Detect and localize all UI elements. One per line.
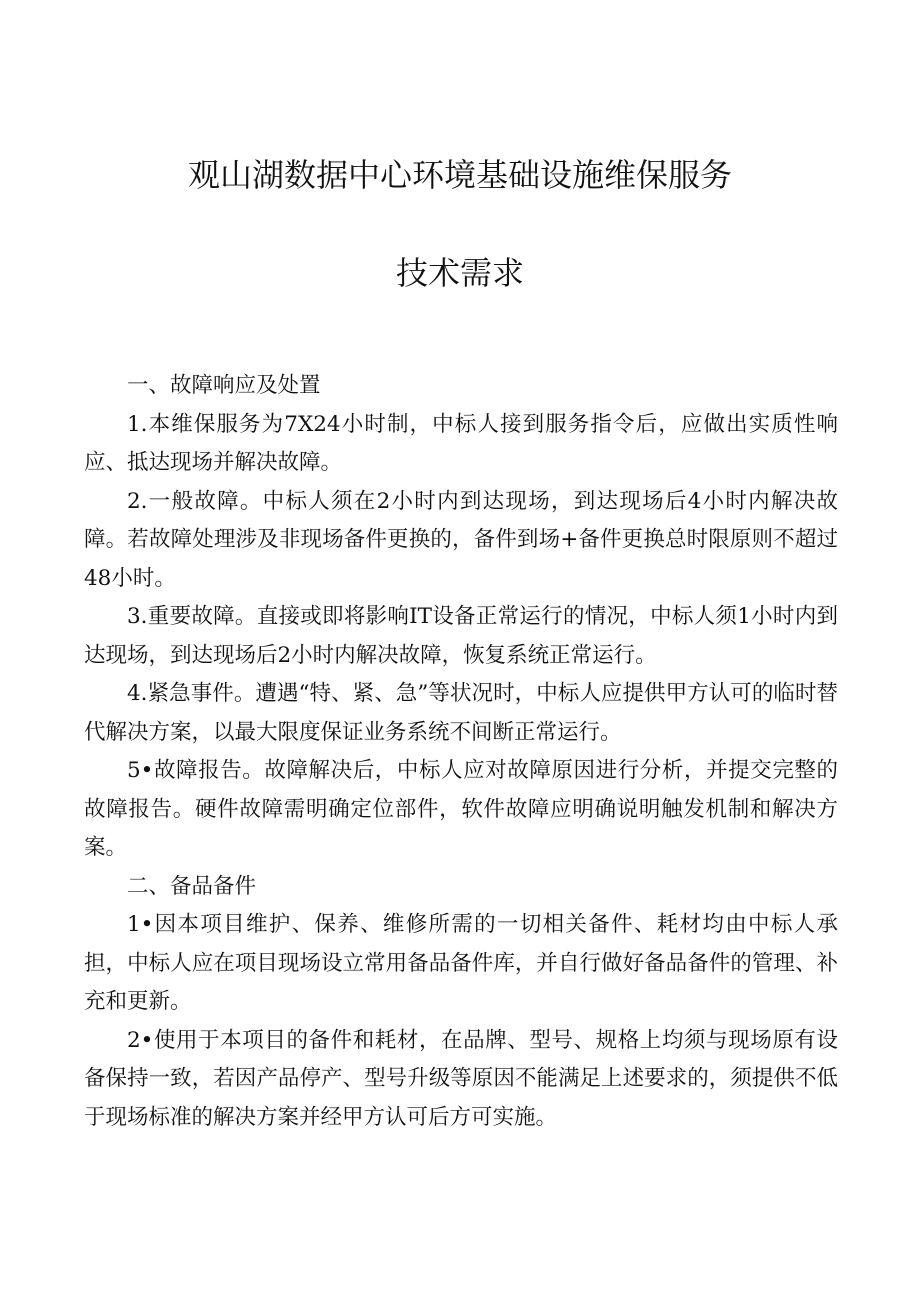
section-heading-fault-response: 一、故障响应及处置 bbox=[127, 373, 321, 398]
section-heading-spare-parts: 二、备品备件 bbox=[127, 873, 257, 899]
paragraph: 4.紧急事件。遭遇“特、紧、急”等状况时，中标人应提供甲方认可的临时替代解决方案，以最大限度保证业务系统不间断正常运行。 bbox=[84, 681, 838, 745]
paragraph: 1•因本项目维护、保养、维修所需的一切相关备件、耗材均由中标人承担，中标人应在项目现场设立常用备品备件库，并自行做好备品备件的管理、补充和更新。 bbox=[84, 912, 838, 1014]
paragraph: 5•故障报告。故障解决后，中标人应对故障原因进行分析，并提交完整的故障报告。硬件故障需明确定位部件，软件故障应明确说明触发机制和解决方案。 bbox=[84, 758, 838, 860]
paragraph: 3.重要故障。直接或即将影响IT设备正常运行的情况，中标人须1小时内到达现场，到达现场后2小时内解决故障，恢复系统正常运行。 bbox=[84, 604, 838, 668]
document-title: 观山湖数据中心环境基础设施维保服务 bbox=[187, 156, 732, 194]
paragraph: 2•使用于本项目的备件和耗材，在品牌、型号、规格上均须与现场原有设备保持一致，若因产品停产、型号升级等原因不能满足上述要求的，须提供不低于现场标准的解决方案并经甲方认可后方可实施。 bbox=[84, 1027, 838, 1130]
document-body bbox=[84, 367, 838, 1137]
paragraph: 1.本维保服务为7X24小时制，中标人接到服务指令后，应做出实质性响应、抵达现场并解决故障。 bbox=[84, 411, 838, 475]
paragraph: 2.一般故障。中标人须在2小时内到达现场，到达现场后4小时内解决故障。若故障处理涉及非现场备件更换的，备件到场+备件更换总时限原则不超过48小时。 bbox=[84, 488, 838, 591]
document-subtitle: 技术需求 bbox=[395, 254, 524, 292]
